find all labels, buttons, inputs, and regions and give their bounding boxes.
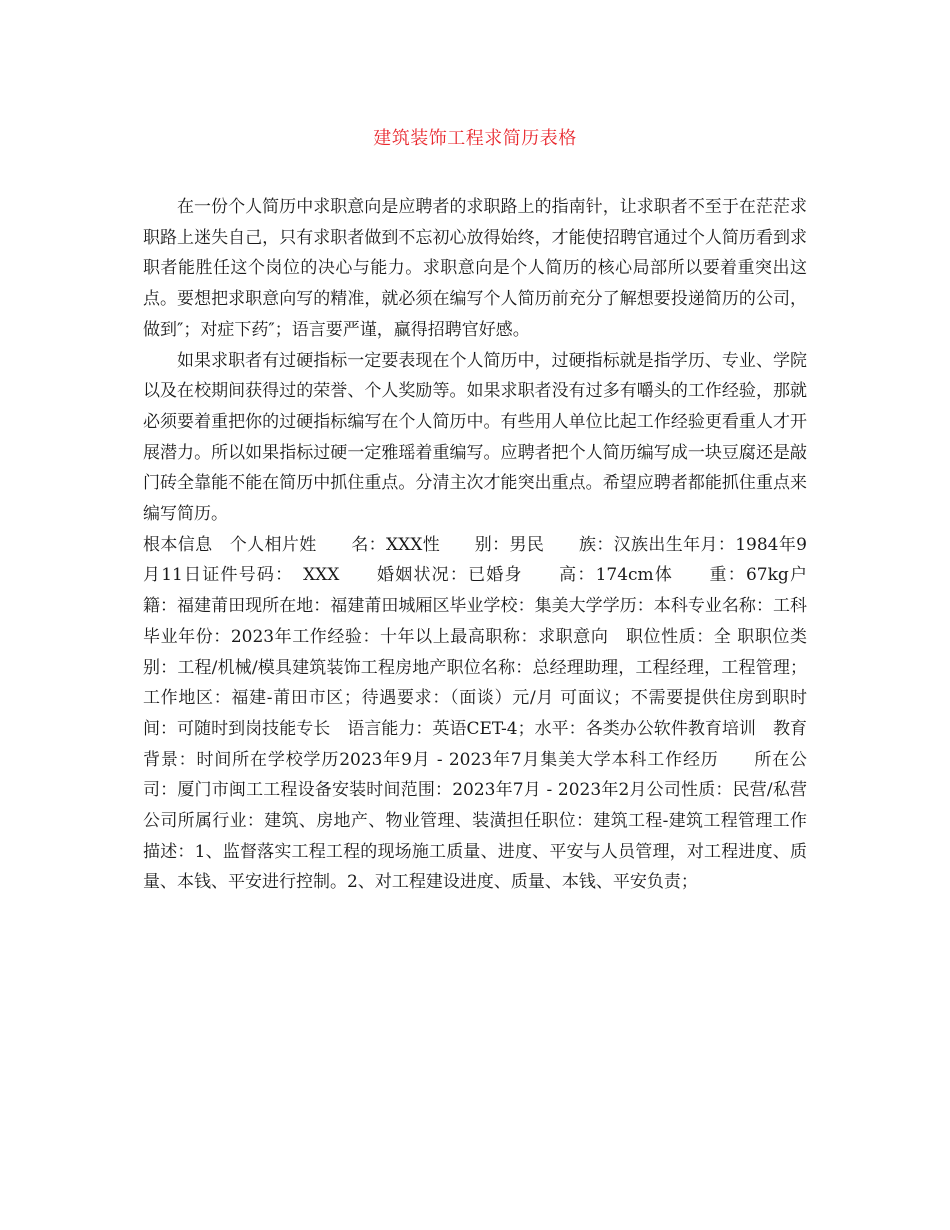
resume-info-block: 根本信息 个人相片姓 名：XXX性 别：男民 族：汉族出生年月：1984年9月11日证件号码： XXX 婚姻状况：已婚身 高：174cm体 重：67kg户 籍：福建莆田现所在地：福建莆田城厢区毕业学校：集美大学学历：本科专业名称：工科毕业年份：2023年工作经验：十年以上最高职称：求职意向 职位性质：全 职职位类别：工程/机械/模具建筑装饰工程房地产职位名称：总经理助理，工程经理，工程管理；工作地区：福建-莆田市区；待遇要求：（面谈）元/月 可面议；不需要提供住房到职时间：可随时到岗技能专长 语言能力：英语CET-4；水平：各类办公软件教育培训 教育背景：时间所在学校学历2023年9月 - 2023年7月集美大学本科工作经历 所在公司：厦门市闽工工程设备安装时间范围：2023年7月 - 2023年2月公司性质：民营/私营公司所属行业：建筑、房地产、物业管理、装潢担任职位：建筑工程-建筑工程管理工作描述：1、监督落实工程工程的现场施工质量、进度、平安与人员管理，对工程进度、质量、本钱、平安进行控制。2、对工程建设进度、质量、本钱、平安负责； — [143, 534, 841, 893]
document-body — [143, 192, 841, 898]
paragraph-hard-indicators: 如果求职者有过硬指标一定要表现在个人简历中，过硬指标就是指学历、专业、学院以及在校期间获得过的荣誉、个人奖励等。如果求职者没有过多有嚼头的工作经验，那就必须要着重把你的过硬指标编写在个人简历中。有些用人单位比起工作经验更看重人才开展潜力。所以如果指标过硬一定雅瑶着重编写。应聘者把个人简历编写成一块豆腐还是敲门砖全靠能不能在简历中抓住重点。分清主次才能突出重点。希望应聘者都能抓住重点来编写简历。 — [143, 350, 807, 525]
document-title: 建筑装饰工程求简历表格 — [373, 128, 577, 149]
paragraph-job-intention: 在一份个人简历中求职意向是应聘者的求职路上的指南针，让求职者不至于在茫茫求职路上迷失自己，只有求职者做到不忘初心放得始终，才能使招聘官通过个人简历看到求职者能胜任这个岗位的决心与能力。求职意向是个人简历的核心局部所以要着重突出这点。要想把求职意向写的精准，就必须在编写个人简历前充分了解想要投递简历的公司，做到″；对症下药″；语言要严谨，赢得招聘官好感。 — [143, 197, 807, 340]
